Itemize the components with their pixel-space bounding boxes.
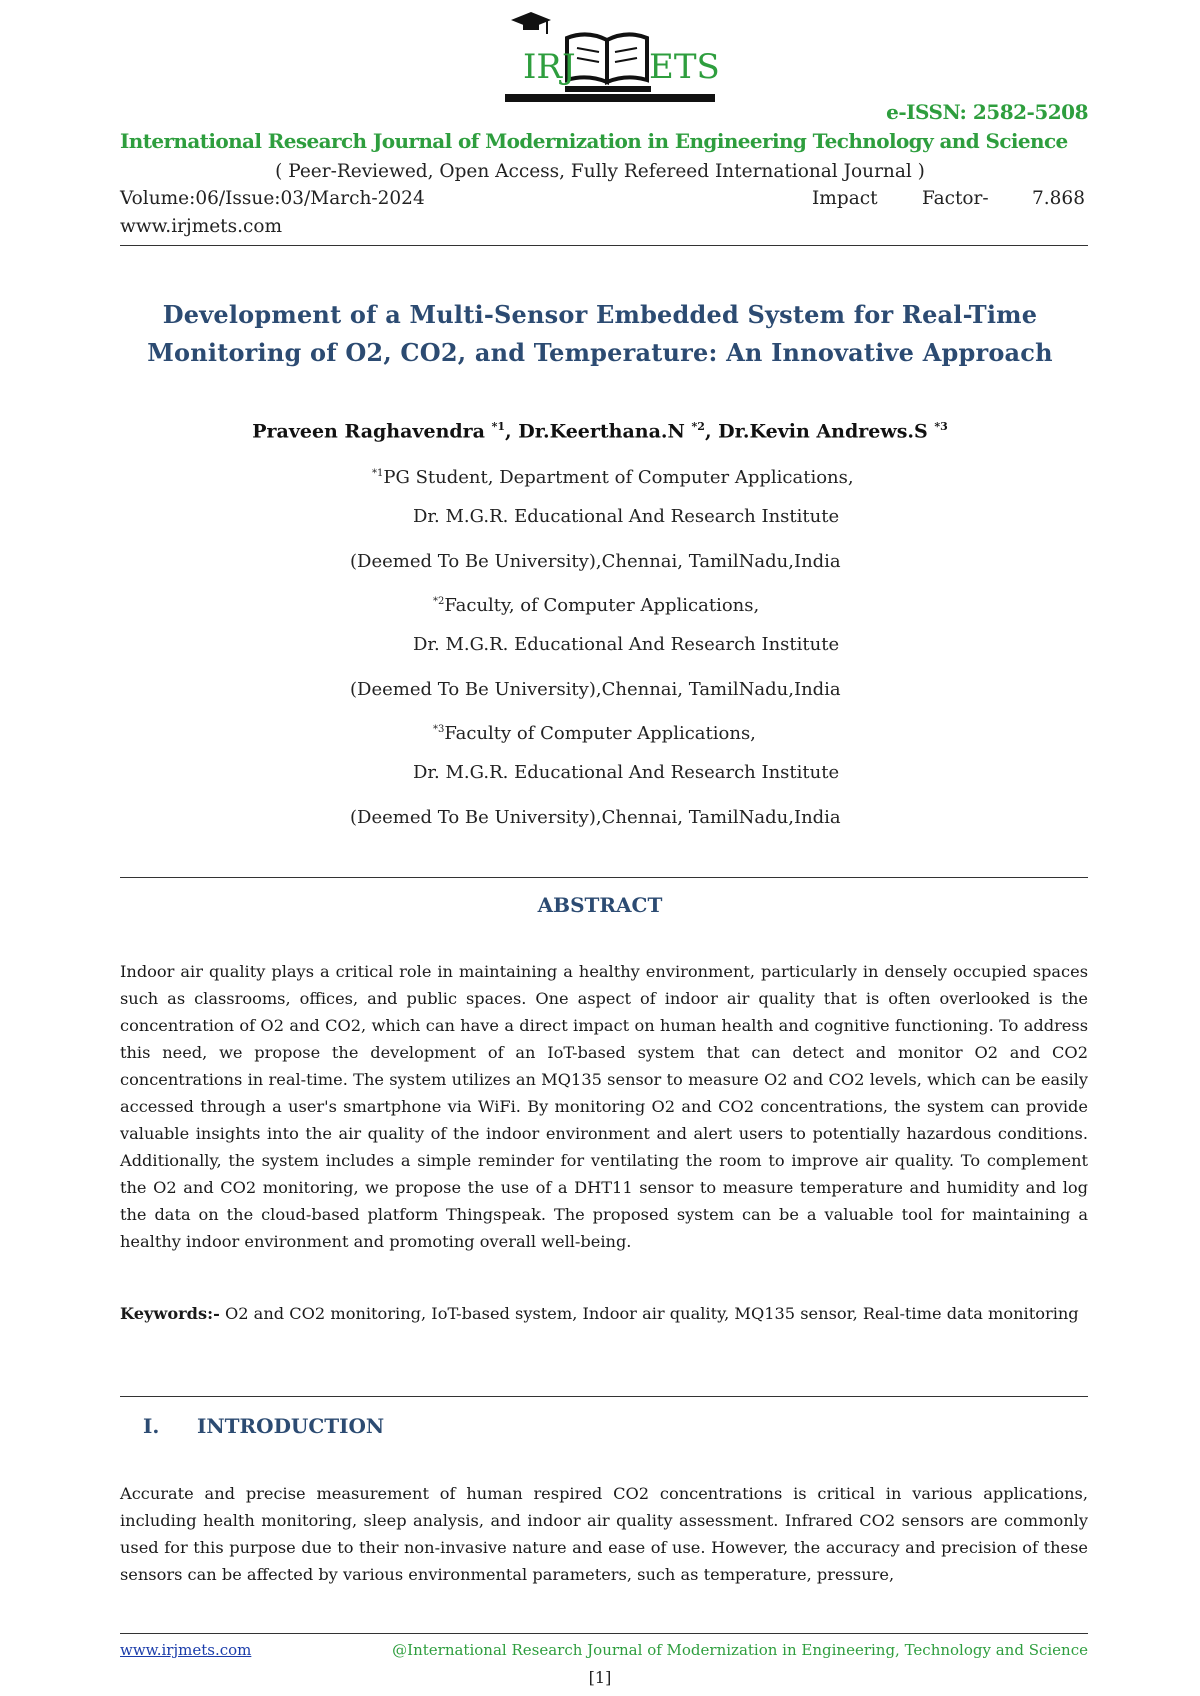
impact-label: Impact bbox=[812, 188, 878, 209]
affiliation-2-line-1: $^{*2}$Faculty, of Computer Applications, bbox=[433, 595, 760, 616]
affiliation-3-line-3: (Deemed To Be University),Chennai, TamilNadu,India bbox=[350, 807, 841, 828]
abstract-text: Indoor air quality plays a critical role in maintaining a healthy environment, particularly in densely occupied spaces such as classrooms, offices, and public spaces. One aspect of indoor air quality that is often overlooked is the concentration of O2 and CO2, which can have a direct impact on human health and cognitive functioning. To address this need, we propose the development of an IoT-based system that can detect and monitor O2 and CO2 concentrations in real-time. The system utilizes an MQ135 sensor to measure O2 and CO2 levels, which can be easily accessed through a user's smartphone via WiFi. By monitoring O2 and CO2 concentrations, the system can provide valuable insights into the air quality of the indoor environment and alert users to potentially hazardous conditions. Additionally, the system includes a simple reminder for ventilating the room to improve air quality. To complement the O2 and CO2 monitoring, we propose the use of a DHT11 sensor to measure temperature and humidity and log the data on the cloud-based platform Thingspeak. The proposed system can be a valuable tool for maintaining a healthy indoor environment and promoting overall well-being. bbox=[120, 962, 1088, 1251]
journal-name: International Research Journal of Modernization in Engineering Technology and Science bbox=[120, 129, 1068, 153]
page-number: [1] bbox=[588, 1668, 612, 1687]
paper-title-line-2: Monitoring of O2, CO2, and Temperature: An Innovative Approach bbox=[147, 338, 1053, 367]
affiliation-1-line-2: Dr. M.G.R. Educational And Research Institute bbox=[413, 506, 840, 527]
affiliation-2-line-3: (Deemed To Be University),Chennai, TamilNadu,India bbox=[350, 679, 841, 700]
keywords-text: O2 and CO2 monitoring, IoT-based system, Indoor air quality, MQ135 sensor, Real-time data monitoring bbox=[219, 1304, 1079, 1323]
section-number: I. bbox=[143, 1414, 160, 1438]
abstract-heading: ABSTRACT bbox=[537, 893, 663, 917]
svg-text:IRJ: IRJ bbox=[523, 47, 576, 87]
impact-factor-value: 7.868 bbox=[1032, 188, 1085, 209]
paper-title-line-1: Development of a Multi-Sensor Embedded System for Real-Time bbox=[162, 300, 1038, 329]
affiliation-2-line-2: Dr. M.G.R. Educational And Research Institute bbox=[413, 634, 840, 655]
footer-website-link[interactable]: www.irjmets.com bbox=[120, 1641, 252, 1659]
footer-copyright: @International Research Journal of Modernization in Engineering, Technology and Science bbox=[392, 1641, 1088, 1659]
affiliation-1-line-3: (Deemed To Be University),Chennai, TamilNadu,India bbox=[350, 551, 841, 572]
journal-website[interactable]: www.irjmets.com bbox=[120, 216, 283, 237]
peer-review-note: ( Peer-Reviewed, Open Access, Fully Refereed International Journal ) bbox=[275, 161, 925, 182]
open-book-icon bbox=[567, 34, 647, 82]
abstract-divider bbox=[120, 877, 1088, 878]
header-divider bbox=[120, 245, 1088, 246]
section-divider bbox=[120, 1396, 1088, 1397]
volume-issue: Volume:06/Issue:03/March-2024 bbox=[120, 188, 425, 209]
keywords-label: Keywords:- bbox=[120, 1304, 220, 1323]
author-list: Praveen Raghavendra $^{*1}$, Dr.Keerthana.N $^{*2}$, Dr.Kevin Andrews.S $^{*3}$ bbox=[252, 420, 948, 443]
author-sup: *2 bbox=[691, 420, 705, 433]
introduction-text: Accurate and precise measurement of human respired CO2 concentrations is critical in various applications, including health monitoring, sleep analysis, and indoor air quality assessment. Infrared CO2 sensors are commonly used for this purpose due to their non-invasive nature and ease of use. However, the accuracy and precision of these sensors can be affected by various environmental parameters, such as temperature, pressure, bbox=[120, 1484, 1088, 1584]
footer-divider bbox=[120, 1633, 1088, 1634]
svg-text:ETS: ETS bbox=[649, 47, 720, 87]
author-name: Dr.Kevin Andrews.S bbox=[718, 420, 928, 443]
graduation-cap-icon bbox=[511, 12, 551, 34]
affiliation-1-line-1: $^{*1}$PG Student, Department of Computer Applications, bbox=[372, 467, 854, 488]
section-title: INTRODUCTION bbox=[197, 1414, 385, 1438]
journal-logo bbox=[505, 8, 725, 113]
author-sup: *1 bbox=[491, 420, 506, 433]
keywords bbox=[120, 1300, 1088, 1327]
eissn-label: e-ISSN: 2582-5208 bbox=[886, 100, 1088, 124]
author-name: Dr.Keerthana.N bbox=[518, 420, 685, 443]
author-sup: *3 bbox=[934, 420, 948, 433]
factor-label: Factor- bbox=[922, 188, 989, 209]
author-name: Praveen Raghavendra bbox=[252, 420, 485, 443]
affiliation-3-line-1: $^{*3}$Faculty of Computer Applications, bbox=[433, 723, 756, 744]
affiliation-3-line-2: Dr. M.G.R. Educational And Research Institute bbox=[413, 762, 840, 783]
